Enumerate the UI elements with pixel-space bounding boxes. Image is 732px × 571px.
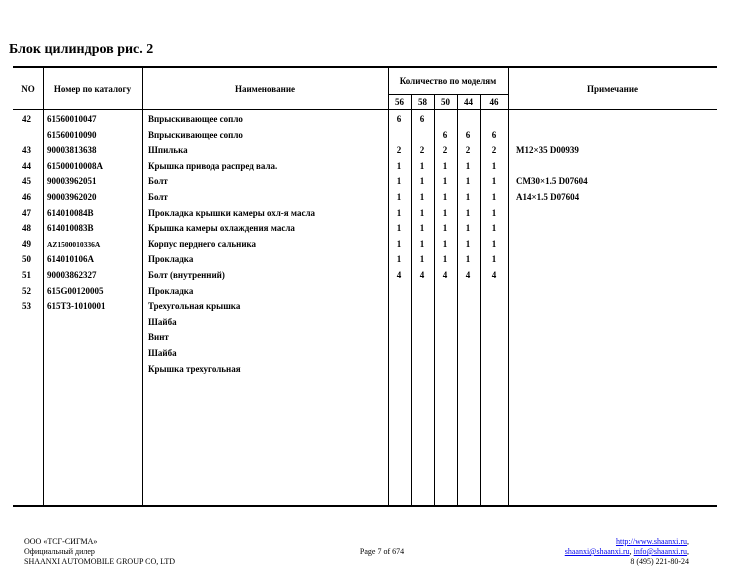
quantity-cell: 1 bbox=[465, 176, 471, 187]
website-link[interactable]: http://www.shaanxi.ru bbox=[615, 537, 687, 546]
footer-separator: , bbox=[687, 537, 689, 546]
quantity-cell: 4 bbox=[442, 270, 448, 280]
quantity-cell: 2 bbox=[491, 145, 497, 156]
quantity-cell: 1 bbox=[491, 207, 497, 218]
quantity-cell: 2 bbox=[442, 145, 448, 156]
col-divider bbox=[480, 95, 481, 505]
catalog-number: 61560010090 bbox=[47, 129, 97, 140]
part-name: Впрыскивающее сопло bbox=[148, 129, 243, 140]
col-divider bbox=[508, 68, 509, 505]
header-catalog: Номер по каталогу bbox=[53, 84, 132, 94]
parts-table bbox=[13, 66, 717, 507]
header-qty: Количество по моделям bbox=[399, 76, 497, 86]
quantity-cell: 1 bbox=[491, 254, 497, 265]
part-name: Корпус перднего сальника bbox=[148, 238, 257, 249]
row-number: 48 bbox=[22, 223, 31, 234]
footer-phone: 8 (495) 221-80-24 bbox=[630, 557, 689, 566]
part-name: Прокладка bbox=[148, 285, 194, 296]
catalog-number: 90003962051 bbox=[47, 176, 97, 187]
part-name: Болт bbox=[148, 176, 168, 187]
quantity-cell: 1 bbox=[465, 192, 471, 202]
quantity-cell: 1 bbox=[396, 254, 402, 265]
note-cell: CM30×1.5 D07604 bbox=[516, 176, 588, 187]
catalog-number: 615T3-1010001 bbox=[47, 301, 106, 312]
email-link[interactable]: shaanxi@shaanxi.ru bbox=[564, 547, 630, 556]
row-number: 45 bbox=[22, 176, 31, 187]
footer-company bbox=[24, 537, 175, 567]
footer-separator: , bbox=[687, 547, 689, 556]
quantity-cell: 4 bbox=[491, 270, 497, 280]
col-divider bbox=[43, 68, 44, 505]
quantity-cell: 1 bbox=[396, 207, 402, 218]
footer-group: SHAANXI AUTOMOBILE GROUP CO, LTD bbox=[24, 557, 176, 566]
footer-separator: , bbox=[629, 547, 634, 556]
quantity-cell: 1 bbox=[465, 238, 471, 249]
quantity-cell: 1 bbox=[396, 160, 402, 171]
header-model: 58 bbox=[418, 97, 427, 107]
quantity-cell: 1 bbox=[442, 207, 448, 218]
quantity-cell: 1 bbox=[419, 207, 425, 218]
row-number: 50 bbox=[22, 254, 31, 265]
part-name: Болт bbox=[148, 192, 168, 202]
part-name: Крышка камеры охлаждения масла bbox=[148, 223, 295, 234]
quantity-cell: 1 bbox=[442, 160, 448, 171]
quantity-cell: 1 bbox=[465, 223, 471, 234]
part-name: Шайба bbox=[148, 348, 177, 358]
col-divider bbox=[411, 95, 412, 505]
quantity-cell: 1 bbox=[419, 176, 425, 187]
quantity-cell: 6 bbox=[465, 129, 471, 140]
quantity-cell: 1 bbox=[491, 160, 497, 171]
catalog-number: 61500010008A bbox=[47, 160, 103, 171]
part-name: Прокладка крышки камеры охл-я масла bbox=[148, 207, 316, 218]
quantity-cell: 1 bbox=[491, 192, 497, 202]
col-divider bbox=[457, 95, 458, 505]
quantity-cell: 2 bbox=[419, 145, 425, 156]
part-name: Трехугольная крышка bbox=[148, 301, 241, 312]
col-divider bbox=[142, 68, 143, 505]
catalog-number: 615G00120005 bbox=[47, 285, 104, 296]
quantity-cell: 1 bbox=[396, 176, 402, 187]
part-name: Винт bbox=[148, 332, 169, 343]
quantity-cell: 1 bbox=[442, 192, 448, 202]
catalog-number: 614010106A bbox=[47, 254, 94, 265]
quantity-cell: 6 bbox=[442, 129, 448, 140]
catalog-number: 614010084B bbox=[47, 207, 94, 218]
quantity-cell: 1 bbox=[419, 160, 425, 171]
part-name: Крышка трехугольная bbox=[148, 363, 241, 374]
quantity-cell: 1 bbox=[396, 192, 402, 202]
part-name: Шайба bbox=[148, 316, 177, 327]
catalog-number: 90003962020 bbox=[47, 192, 97, 202]
header-no: NO bbox=[21, 84, 35, 94]
part-name: Болт (внутренний) bbox=[148, 270, 225, 280]
note-cell: A14×1.5 D07604 bbox=[516, 192, 580, 202]
row-number: 49 bbox=[22, 238, 31, 249]
quantity-cell: 1 bbox=[442, 254, 448, 265]
quantity-cell: 1 bbox=[419, 223, 425, 234]
catalog-number: 614010083B bbox=[47, 223, 94, 234]
row-number: 47 bbox=[22, 207, 31, 218]
quantity-cell: 2 bbox=[465, 145, 471, 156]
row-number: 44 bbox=[22, 160, 31, 171]
row-number: 51 bbox=[22, 270, 31, 280]
part-name: Крышка привода распред вала. bbox=[148, 160, 278, 171]
catalog-number: 90003862327 bbox=[47, 270, 97, 280]
footer-dealer: Официальный дилер bbox=[24, 547, 95, 556]
header-name: Наименование bbox=[235, 84, 295, 94]
header-model: 44 bbox=[464, 97, 473, 107]
quantity-cell: 1 bbox=[442, 176, 448, 187]
quantity-cell: 6 bbox=[396, 114, 402, 124]
quantity-cell: 6 bbox=[491, 129, 497, 140]
page-number: Page 7 of 674 bbox=[359, 547, 405, 556]
catalog-number: 61560010047 bbox=[47, 114, 97, 124]
quantity-cell: 1 bbox=[491, 223, 497, 234]
quantity-cell: 6 bbox=[419, 114, 425, 124]
part-name: Шпилька bbox=[148, 145, 188, 156]
quantity-cell: 1 bbox=[442, 238, 448, 249]
quantity-cell: 1 bbox=[465, 254, 471, 265]
quantity-cell: 1 bbox=[491, 238, 497, 249]
col-divider bbox=[434, 95, 435, 505]
row-number: 43 bbox=[22, 145, 31, 156]
quantity-cell: 1 bbox=[396, 223, 402, 234]
quantity-cell: 1 bbox=[491, 176, 497, 187]
quantity-cell: 4 bbox=[419, 270, 425, 280]
page-title: Блок цилиндров рис. 2 bbox=[9, 42, 154, 57]
footer-company-name: ООО «ТСГ-СИГМА» bbox=[24, 537, 98, 546]
header-model: 56 bbox=[395, 97, 404, 107]
note-cell: M12×35 D00939 bbox=[516, 145, 579, 156]
catalog-number: 90003813638 bbox=[47, 145, 97, 156]
part-name: Прокладка bbox=[148, 254, 194, 265]
row-number: 46 bbox=[22, 192, 31, 202]
catalog-number: AZ1500010336A bbox=[47, 239, 101, 249]
row-number: 52 bbox=[22, 285, 31, 296]
quantity-cell: 1 bbox=[419, 192, 425, 202]
quantity-cell: 1 bbox=[465, 160, 471, 171]
quantity-cell: 1 bbox=[442, 223, 448, 234]
col-divider bbox=[388, 68, 389, 505]
part-name: Впрыскивающее сопло bbox=[148, 114, 243, 124]
footer-contacts bbox=[565, 537, 689, 567]
row-number: 53 bbox=[22, 301, 31, 312]
row-number: 42 bbox=[22, 114, 31, 124]
quantity-cell: 4 bbox=[465, 270, 471, 280]
header-note: Примечание bbox=[586, 84, 639, 94]
header-model: 50 bbox=[441, 97, 450, 107]
quantity-cell: 1 bbox=[419, 254, 425, 265]
header-model: 46 bbox=[489, 97, 499, 107]
quantity-cell: 1 bbox=[419, 238, 425, 249]
quantity-cell: 4 bbox=[396, 270, 402, 280]
email-link[interactable]: info@shaanxi.ru bbox=[633, 547, 687, 556]
quantity-cell: 1 bbox=[396, 238, 402, 249]
quantity-cell: 2 bbox=[396, 145, 402, 156]
quantity-cell: 1 bbox=[465, 207, 471, 218]
